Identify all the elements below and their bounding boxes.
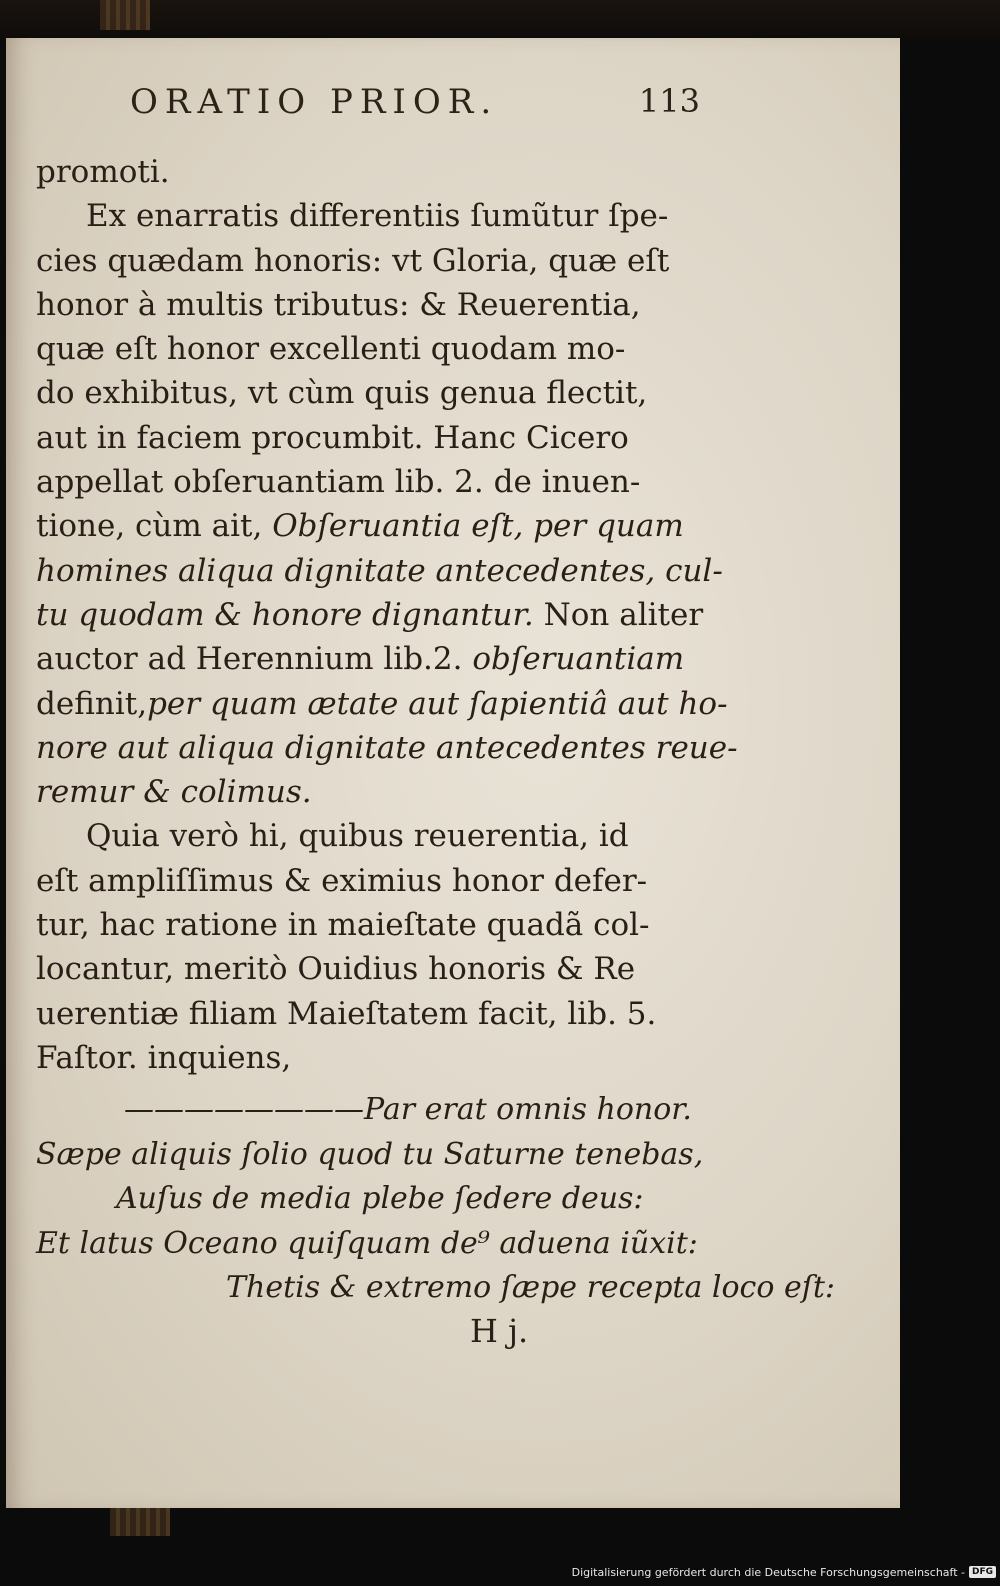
- text-line: cies quædam honoris: vt Gloria, quæ eſt: [36, 242, 670, 279]
- text-line: [36, 504, 696, 548]
- text-line: Ex enarratis differentiis ſumũtur ſpe-: [86, 198, 669, 235]
- verse-line: Thetis & extremo ſæpe recepta loco eſt:: [226, 1270, 835, 1305]
- dfg-logo-icon: DFG: [969, 1566, 996, 1578]
- running-head: [130, 82, 700, 132]
- quotation-italic: tu quodam & honore dignantur.: [36, 596, 534, 633]
- body-text: [36, 150, 738, 1080]
- text-run: tione, cùm ait,: [36, 508, 263, 545]
- text-line: aut in faciem procumbit. Hanc Cicero: [36, 419, 629, 456]
- quotation-italic: obſeruantiam: [472, 641, 685, 678]
- signature-mark: H j.: [470, 1312, 529, 1350]
- text-line: Quia verò hi, quibus reuerentia, id: [86, 818, 629, 855]
- scan-top-edge: [0, 0, 1000, 42]
- verse-line: Et latus Oceano quiſquam de⁹ aduena iũxit:: [36, 1225, 698, 1261]
- text-line: appellat obſeruantiam lib. 2. de inuen-: [36, 464, 641, 501]
- verse-line: Sæpe aliquis ſolio quod tu Saturne tenebas,: [36, 1136, 704, 1172]
- book-spine-bottom: [110, 1506, 170, 1536]
- text-line: Faſtor. inquiens,: [36, 1039, 292, 1076]
- quotation-line: nore aut aliqua dignitate antecedentes reue-: [36, 729, 738, 766]
- text-line: promoti.: [36, 154, 170, 190]
- text-run: Non aliter: [543, 596, 704, 633]
- text-line: honor à multis tributus: & Reuerentia,: [36, 286, 641, 323]
- text-run: definit,: [36, 685, 148, 722]
- text-line: tur, hac ratione in maieſtate quadã col-: [36, 907, 650, 944]
- quotation-line: homines aliqua dignitate antecedentes, cul-: [36, 552, 723, 589]
- text-run: auctor ad Herennium lib.2.: [36, 641, 463, 678]
- book-spine-top: [100, 0, 150, 30]
- text-line: eſt ampliſſimus & eximius honor defer-: [36, 862, 648, 899]
- text-line: [36, 682, 728, 726]
- text-line: [36, 593, 704, 637]
- text-line: [36, 637, 696, 681]
- page-number: 113: [638, 82, 700, 120]
- verse-line: ————————Par erat omnis honor.: [124, 1092, 692, 1127]
- text-line: locantur, meritò Ouidius honoris & Re: [36, 951, 636, 988]
- running-title: ORATIO PRIOR.: [130, 82, 499, 122]
- text-line: do exhibitus, vt cùm quis genua flectit,: [36, 375, 648, 412]
- verse-quotation: [36, 1088, 835, 1311]
- digitization-credit: [572, 1562, 996, 1582]
- quotation-line: remur & colimus.: [36, 774, 312, 811]
- text-line: uerentiæ filiam Maieſtatem facit, lib. 5.: [36, 995, 657, 1032]
- quotation-italic: per quam ætate aut ſapientiâ aut ho-: [147, 685, 728, 722]
- credit-text: Digitalisierung gefördert durch die Deutsche Forschungsgemeinschaft -: [571, 1565, 965, 1579]
- quotation-italic: Obſeruantia eſt, per quam: [272, 508, 684, 545]
- verse-line: Auſus de media plebe ſedere deus:: [116, 1181, 644, 1216]
- text-line: quæ eſt honor excellenti quodam mo-: [36, 331, 626, 368]
